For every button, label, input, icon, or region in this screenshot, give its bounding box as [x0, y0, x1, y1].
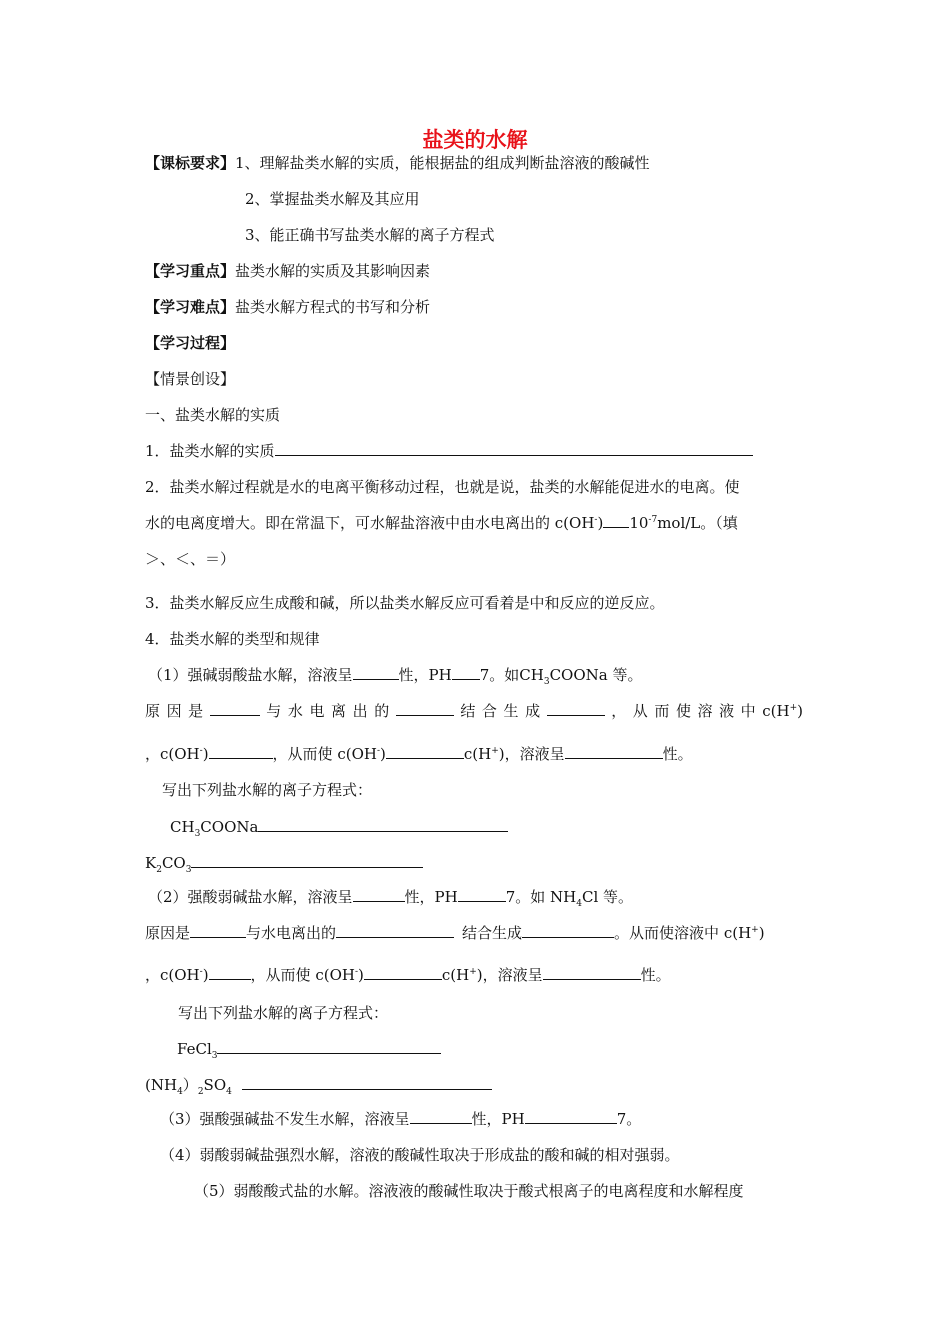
- answer-blank[interactable]: [452, 665, 480, 680]
- case-2-text: ): [358, 966, 364, 984]
- equation-label: FeCl: [177, 1040, 212, 1058]
- case-1-text: ): [202, 745, 209, 763]
- reason-char: 从: [632, 702, 648, 720]
- equation-label: SO: [203, 1076, 227, 1094]
- focus-line: [145, 261, 430, 281]
- answer-blank[interactable]: [353, 665, 399, 680]
- answer-blank[interactable]: [190, 923, 246, 938]
- item-1-text: 1．盐类水解的实质: [145, 442, 275, 460]
- reason-char: 使: [675, 702, 691, 720]
- focus-text: 盐类水解的实质及其影响因素: [235, 262, 431, 280]
- answer-blank[interactable]: [396, 701, 454, 716]
- requirements-line-1: [145, 153, 650, 173]
- superscript: -7: [648, 515, 658, 525]
- focus-label: 【学习重点】: [145, 262, 236, 280]
- case-1-text: （1）强碱弱酸盐水解，溶液呈: [148, 666, 353, 684]
- reason-char: 而: [654, 702, 670, 720]
- write-equations-prompt: 写出下列盐水解的离子方程式：: [162, 781, 373, 799]
- item-2-line-c: ＞、＜、＝）: [145, 550, 236, 568]
- reason-char: 出: [352, 702, 368, 720]
- item-2-text: 10: [629, 514, 649, 532]
- case-2-text: Cl 等。: [582, 888, 634, 906]
- case-4-line: （4）弱酸弱碱盐强烈水解，溶液的酸碱性取决于形成盐的酸和碱的相对强弱。: [160, 1146, 680, 1164]
- equation-label: K: [145, 854, 157, 872]
- section-heading: 一、盐类水解的实质: [145, 406, 281, 424]
- case-3-text: 性，PH: [471, 1110, 525, 1128]
- case-1-text: ，从而使 c(OH: [272, 745, 377, 763]
- answer-blank[interactable]: [525, 1109, 617, 1124]
- case-2-text: （2）强酸弱碱盐水解，溶液呈: [148, 888, 353, 906]
- equation-line: [145, 853, 423, 873]
- reason-char: 液: [719, 702, 735, 720]
- superscript: -: [594, 515, 598, 525]
- item-1: [145, 441, 753, 461]
- case-1-text: COONa 等。: [549, 666, 643, 684]
- reason-char: 离: [331, 702, 347, 720]
- case-2-text: 结合生成: [462, 924, 523, 942]
- answer-blank[interactable]: [258, 817, 508, 832]
- superscript: -: [354, 967, 358, 977]
- case-3-text: 7。: [616, 1110, 642, 1128]
- subscript: 4: [226, 1087, 232, 1097]
- subscript: 3: [543, 677, 550, 687]
- subscript: 2: [156, 865, 162, 875]
- answer-blank[interactable]: [458, 887, 506, 902]
- equation-line: [145, 1075, 492, 1095]
- answer-blank[interactable]: [336, 923, 454, 938]
- requirement-item: 2、掌握盐类水解及其应用: [245, 190, 420, 208]
- case-2-text: 。从而使溶液中 c(H: [614, 924, 752, 942]
- case-1-text: 7。如: [479, 666, 520, 684]
- answer-blank[interactable]: [386, 744, 464, 759]
- equation-line: [170, 817, 508, 837]
- case-1-text: CH: [519, 666, 544, 684]
- reason-char: 是: [188, 702, 204, 720]
- reason-char: 溶: [697, 702, 713, 720]
- answer-blank[interactable]: [217, 1039, 441, 1054]
- document-title: 盐类的水解: [422, 128, 528, 152]
- subscript: 3: [194, 829, 201, 839]
- scenario-heading: 【情景创设】: [145, 370, 236, 388]
- reason-char: 生: [503, 702, 519, 720]
- equation-label: CO: [161, 854, 186, 872]
- answer-blank[interactable]: [410, 1109, 472, 1124]
- case-2-text: ): [202, 966, 209, 984]
- subscript: 3: [185, 865, 192, 875]
- case-1-text: 性。: [662, 745, 693, 763]
- answer-blank[interactable]: [275, 441, 753, 456]
- superscript: -: [199, 746, 203, 756]
- subscript: 4: [576, 899, 582, 909]
- case-3-line: [160, 1109, 641, 1129]
- item-2-text: 水的电离度增大。即在常温下，可水解盐溶液中由水电离出的 c(OH: [145, 514, 595, 532]
- requirement-item: 3、能正确书写盐类水解的离子方程式: [245, 226, 495, 244]
- case-2-text: 性。: [640, 966, 671, 984]
- item-2-line-a: 2．盐类水解过程就是水的电离平衡移动过程，也就是说，盐类的水解能促进水的电离。使: [145, 478, 740, 496]
- superscript: +: [469, 967, 477, 977]
- reason-char: 原: [145, 702, 161, 720]
- equation-line: [177, 1039, 441, 1059]
- subscript: 2: [197, 1087, 204, 1097]
- case-2-text: ，从而使 c(OH: [250, 966, 355, 984]
- case-1-text: ): [380, 745, 386, 763]
- case-2-text: )，溶液呈: [476, 966, 543, 984]
- reason-char: 电: [309, 702, 325, 720]
- answer-blank[interactable]: [242, 1075, 492, 1090]
- case-1-text: c(H: [463, 745, 492, 763]
- reason-char: 与: [266, 702, 282, 720]
- answer-blank[interactable]: [547, 701, 605, 716]
- answer-blank[interactable]: [543, 965, 641, 980]
- reason-char: 中: [740, 702, 756, 720]
- reason-char: 成: [525, 702, 541, 720]
- reason-char: [762, 701, 803, 721]
- answer-blank[interactable]: [353, 887, 405, 902]
- equation-label: ）: [182, 1076, 198, 1094]
- item-4: 4．盐类水解的类型和规律: [145, 630, 320, 648]
- equation-label: COONa: [200, 818, 259, 836]
- subscript: 3: [211, 1051, 218, 1061]
- case-2-text: 与水电离出的: [246, 924, 337, 942]
- answer-blank[interactable]: [209, 965, 251, 980]
- answer-blank[interactable]: [210, 701, 260, 716]
- superscript: +: [751, 925, 759, 935]
- case-1-text: ，c(OH: [145, 745, 200, 763]
- requirements-label: 【课标要求】: [145, 154, 236, 172]
- case-2-reason-line: [145, 923, 765, 943]
- subscript: 4: [177, 1087, 183, 1097]
- item-3: 3．盐类水解反应生成酸和碱，所以盐类水解反应可看着是中和反应的逆反应。: [145, 594, 665, 612]
- case-3-text: （3）强酸强碱盐不发生水解，溶液呈: [160, 1110, 410, 1128]
- case-1-text: )，溶液呈: [498, 745, 565, 763]
- case-2-text: 原因是: [145, 924, 191, 942]
- answer-blank[interactable]: [364, 965, 442, 980]
- case-1-reason-line: [145, 701, 803, 721]
- write-equations-prompt: 写出下列盐水解的离子方程式：: [178, 1004, 389, 1022]
- superscript: -: [376, 746, 380, 756]
- difficulty-label: 【学习难点】: [145, 298, 236, 316]
- answer-blank[interactable]: [522, 923, 614, 938]
- reason-char: 结: [460, 702, 476, 720]
- process-heading: 【学习过程】: [145, 334, 236, 352]
- reason-char: 合: [481, 702, 497, 720]
- equation-label: (NH: [145, 1076, 178, 1094]
- case-2-text: ，c(OH: [145, 966, 200, 984]
- reason-text: c(H: [762, 702, 790, 720]
- equation-label: CH: [170, 818, 195, 836]
- item-2-line-b: [145, 513, 738, 533]
- reason-char: 因: [166, 702, 182, 720]
- requirement-item: 1、理解盐类水解的实质，能根据盐的组成判断盐溶液的酸碱性: [235, 154, 650, 172]
- difficulty-text: 盐类水解方程式的书写和分析: [235, 298, 431, 316]
- case-2-text: c(H: [441, 966, 470, 984]
- answer-blank[interactable]: [209, 744, 273, 759]
- case-2-text: ): [758, 924, 765, 942]
- case-5-line: （5）弱酸酸式盐的水解。溶液液的酸碱性取决于酸式根离子的电离程度和水解程度: [194, 1182, 744, 1200]
- reason-char: ，: [611, 702, 627, 720]
- item-2-text: ): [597, 514, 604, 532]
- item-2-text: mol/L。（填: [657, 514, 738, 532]
- difficulty-line: [145, 297, 430, 317]
- case-1-result-line: [145, 744, 693, 764]
- superscript: -: [199, 967, 203, 977]
- reason-char: 的: [374, 702, 390, 720]
- superscript: +: [789, 703, 798, 713]
- case-2-result-line: [145, 965, 671, 985]
- superscript: +: [491, 746, 499, 756]
- reason-text: ): [797, 702, 803, 720]
- case-1-line-a: [148, 665, 643, 685]
- answer-blank[interactable]: [191, 853, 423, 868]
- case-2-line-a: [148, 887, 633, 907]
- reason-char: 水: [287, 702, 303, 720]
- answer-blank[interactable]: [603, 513, 629, 528]
- answer-blank[interactable]: [565, 744, 663, 759]
- case-1-text: 性，PH: [398, 666, 452, 684]
- case-2-text: 7。如 NH: [505, 888, 577, 906]
- case-2-text: 性，PH: [404, 888, 458, 906]
